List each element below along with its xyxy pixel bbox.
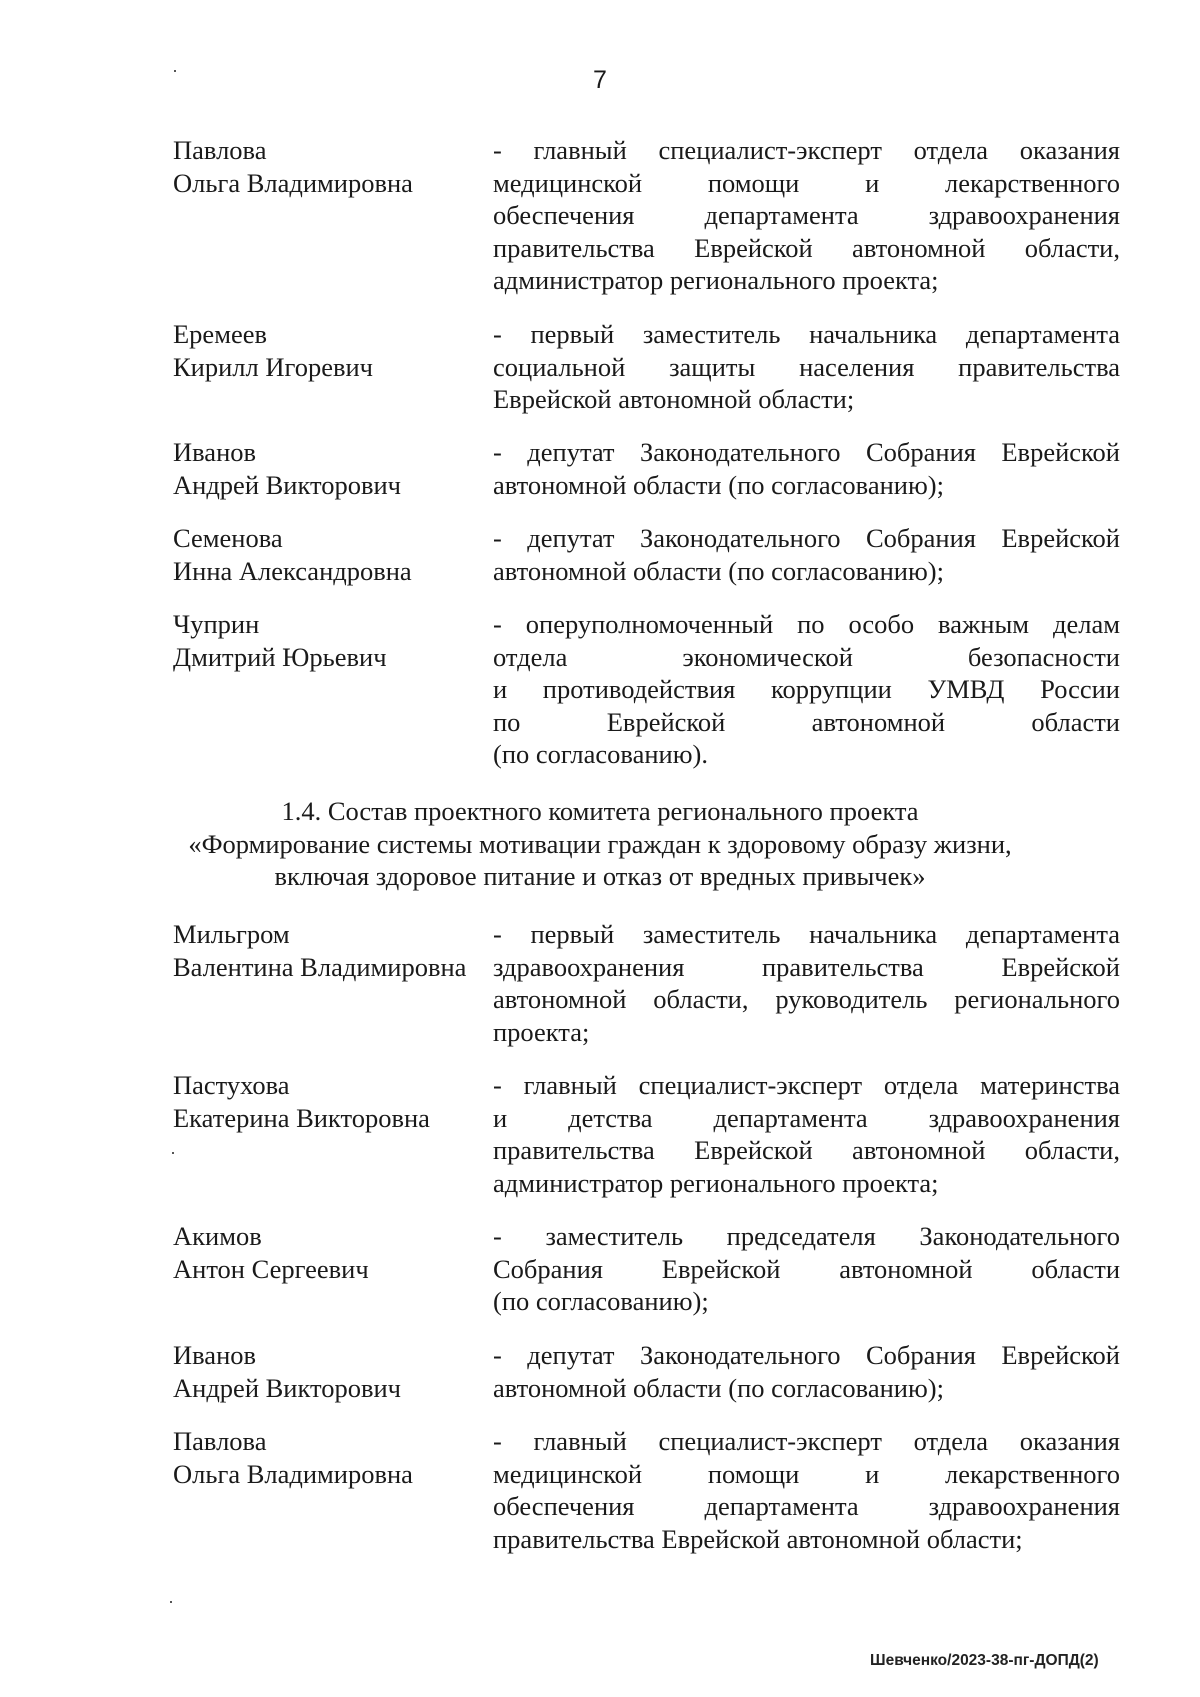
position-line: медицинской помощи и лекарственного	[493, 167, 1120, 198]
member-surname: Иванов	[173, 437, 257, 467]
scan-speck	[174, 70, 176, 72]
position-line: Собрания Еврейской автономной области	[493, 1253, 1120, 1284]
member-surname: Акимов	[173, 1221, 262, 1251]
member-name	[173, 318, 373, 383]
member-given-names: Екатерина Викторовна	[173, 1102, 430, 1133]
position-line: здравоохранения правительства Еврейской	[493, 951, 1120, 982]
position-line: - главный специалист-эксперт отдела оказания	[493, 1426, 1120, 1456]
position-line: автономной области (по согласованию);	[493, 1372, 944, 1403]
position-line: - оперуполномоченный по особо важным делам	[493, 609, 1120, 639]
member-surname: Иванов	[173, 1340, 257, 1370]
member-name	[173, 1339, 401, 1404]
heading-line-1: 1.4. Состав проектного комитета регионального проекта	[281, 796, 919, 826]
member-name	[173, 1425, 413, 1490]
member-surname: Еремеев	[173, 319, 268, 349]
member-surname: Семенова	[173, 523, 283, 553]
member-surname: Павлова	[173, 135, 267, 165]
member-position	[493, 436, 1120, 501]
member-given-names: Кирилл Игоревич	[173, 351, 373, 382]
position-line: социальной защиты населения правительства	[493, 351, 1120, 382]
member-name	[173, 608, 387, 673]
position-line: - главный специалист-эксперт отдела материнства	[493, 1070, 1120, 1100]
member-given-names: Валентина Владимировна	[173, 951, 467, 982]
member-position	[493, 1339, 1120, 1404]
position-line: автономной области (по согласованию);	[493, 555, 944, 586]
member-surname: Пастухова	[173, 1070, 290, 1100]
position-line: (по согласованию);	[493, 1286, 709, 1316]
member-name	[173, 134, 413, 199]
heading-line-2: «Формирование системы мотивации граждан к здоровому образу жизни,	[188, 828, 1012, 859]
position-line: (по согласованию).	[493, 739, 708, 769]
member-given-names: Андрей Викторович	[173, 1372, 402, 1403]
position-line: проекта;	[493, 1016, 590, 1047]
position-line: и противодействия коррупции УМВД России	[493, 674, 1120, 704]
position-line: - депутат Законодательного Собрания Еврейской	[493, 523, 1120, 553]
position-line: администратор регионального проекта;	[493, 265, 939, 295]
member-position	[493, 1069, 1120, 1199]
position-line: - первый заместитель начальника департамента	[493, 919, 1120, 949]
member-position	[493, 1220, 1120, 1318]
position-line: автономной области, руководитель регионального	[493, 984, 1120, 1014]
member-given-names: Антон Сергеевич	[173, 1253, 369, 1284]
position-line: обеспечения департамента здравоохранения	[493, 200, 1120, 230]
member-surname: Мильгром	[173, 919, 290, 949]
member-surname: Чуприн	[173, 609, 260, 639]
position-line: - заместитель председателя Законодательного	[493, 1221, 1120, 1251]
heading-line-3: включая здоровое питание и отказ от вредных привычек»	[274, 861, 926, 891]
position-line: правительства Еврейской автономной области;	[493, 1523, 1023, 1554]
position-line: - депутат Законодательного Собрания Еврейской	[493, 437, 1120, 467]
member-position	[493, 522, 1120, 587]
scan-speck	[170, 1601, 172, 1603]
member-given-names: Инна Александровна	[173, 555, 412, 586]
member-given-names: Ольга Владимировна	[173, 167, 413, 198]
position-line: правительства Еврейской автономной области,	[493, 1135, 1120, 1165]
document-code: Шевченко/2023-38-пг-ДОПД(2)	[870, 1652, 1099, 1669]
member-name	[173, 522, 412, 587]
position-line: - главный специалист-эксперт отдела оказания	[493, 135, 1120, 165]
position-line: Еврейской автономной области;	[493, 384, 855, 414]
position-line: администратор регионального проекта;	[493, 1167, 939, 1198]
member-surname: Павлова	[173, 1426, 267, 1456]
member-position	[493, 1425, 1120, 1555]
member-given-names: Дмитрий Юрьевич	[173, 641, 387, 672]
member-name	[173, 1220, 369, 1285]
page-number: 7	[593, 66, 607, 94]
member-name	[173, 436, 401, 501]
position-line: обеспечения департамента здравоохранения	[493, 1491, 1120, 1521]
position-line: автономной области (по согласованию);	[493, 469, 944, 500]
position-line: правительства Еврейской автономной области,	[493, 232, 1120, 263]
member-name	[173, 918, 466, 983]
member-position	[493, 608, 1120, 771]
position-line: по Еврейской автономной области	[493, 706, 1120, 737]
position-line: медицинской помощи и лекарственного	[493, 1458, 1120, 1489]
position-line: - первый заместитель начальника департамента	[493, 319, 1120, 349]
member-position	[493, 318, 1120, 416]
scan-speck	[172, 1152, 174, 1154]
position-line: и детства департамента здравоохранения	[493, 1102, 1120, 1133]
position-line: - депутат Законодательного Собрания Еврейской	[493, 1340, 1120, 1370]
member-position	[493, 918, 1120, 1048]
member-position	[493, 134, 1120, 297]
section-heading	[0, 795, 1200, 893]
member-given-names: Ольга Владимировна	[173, 1458, 413, 1489]
member-given-names: Андрей Викторович	[173, 469, 402, 500]
member-name	[173, 1069, 430, 1134]
position-line: отдела экономической безопасности	[493, 641, 1120, 672]
